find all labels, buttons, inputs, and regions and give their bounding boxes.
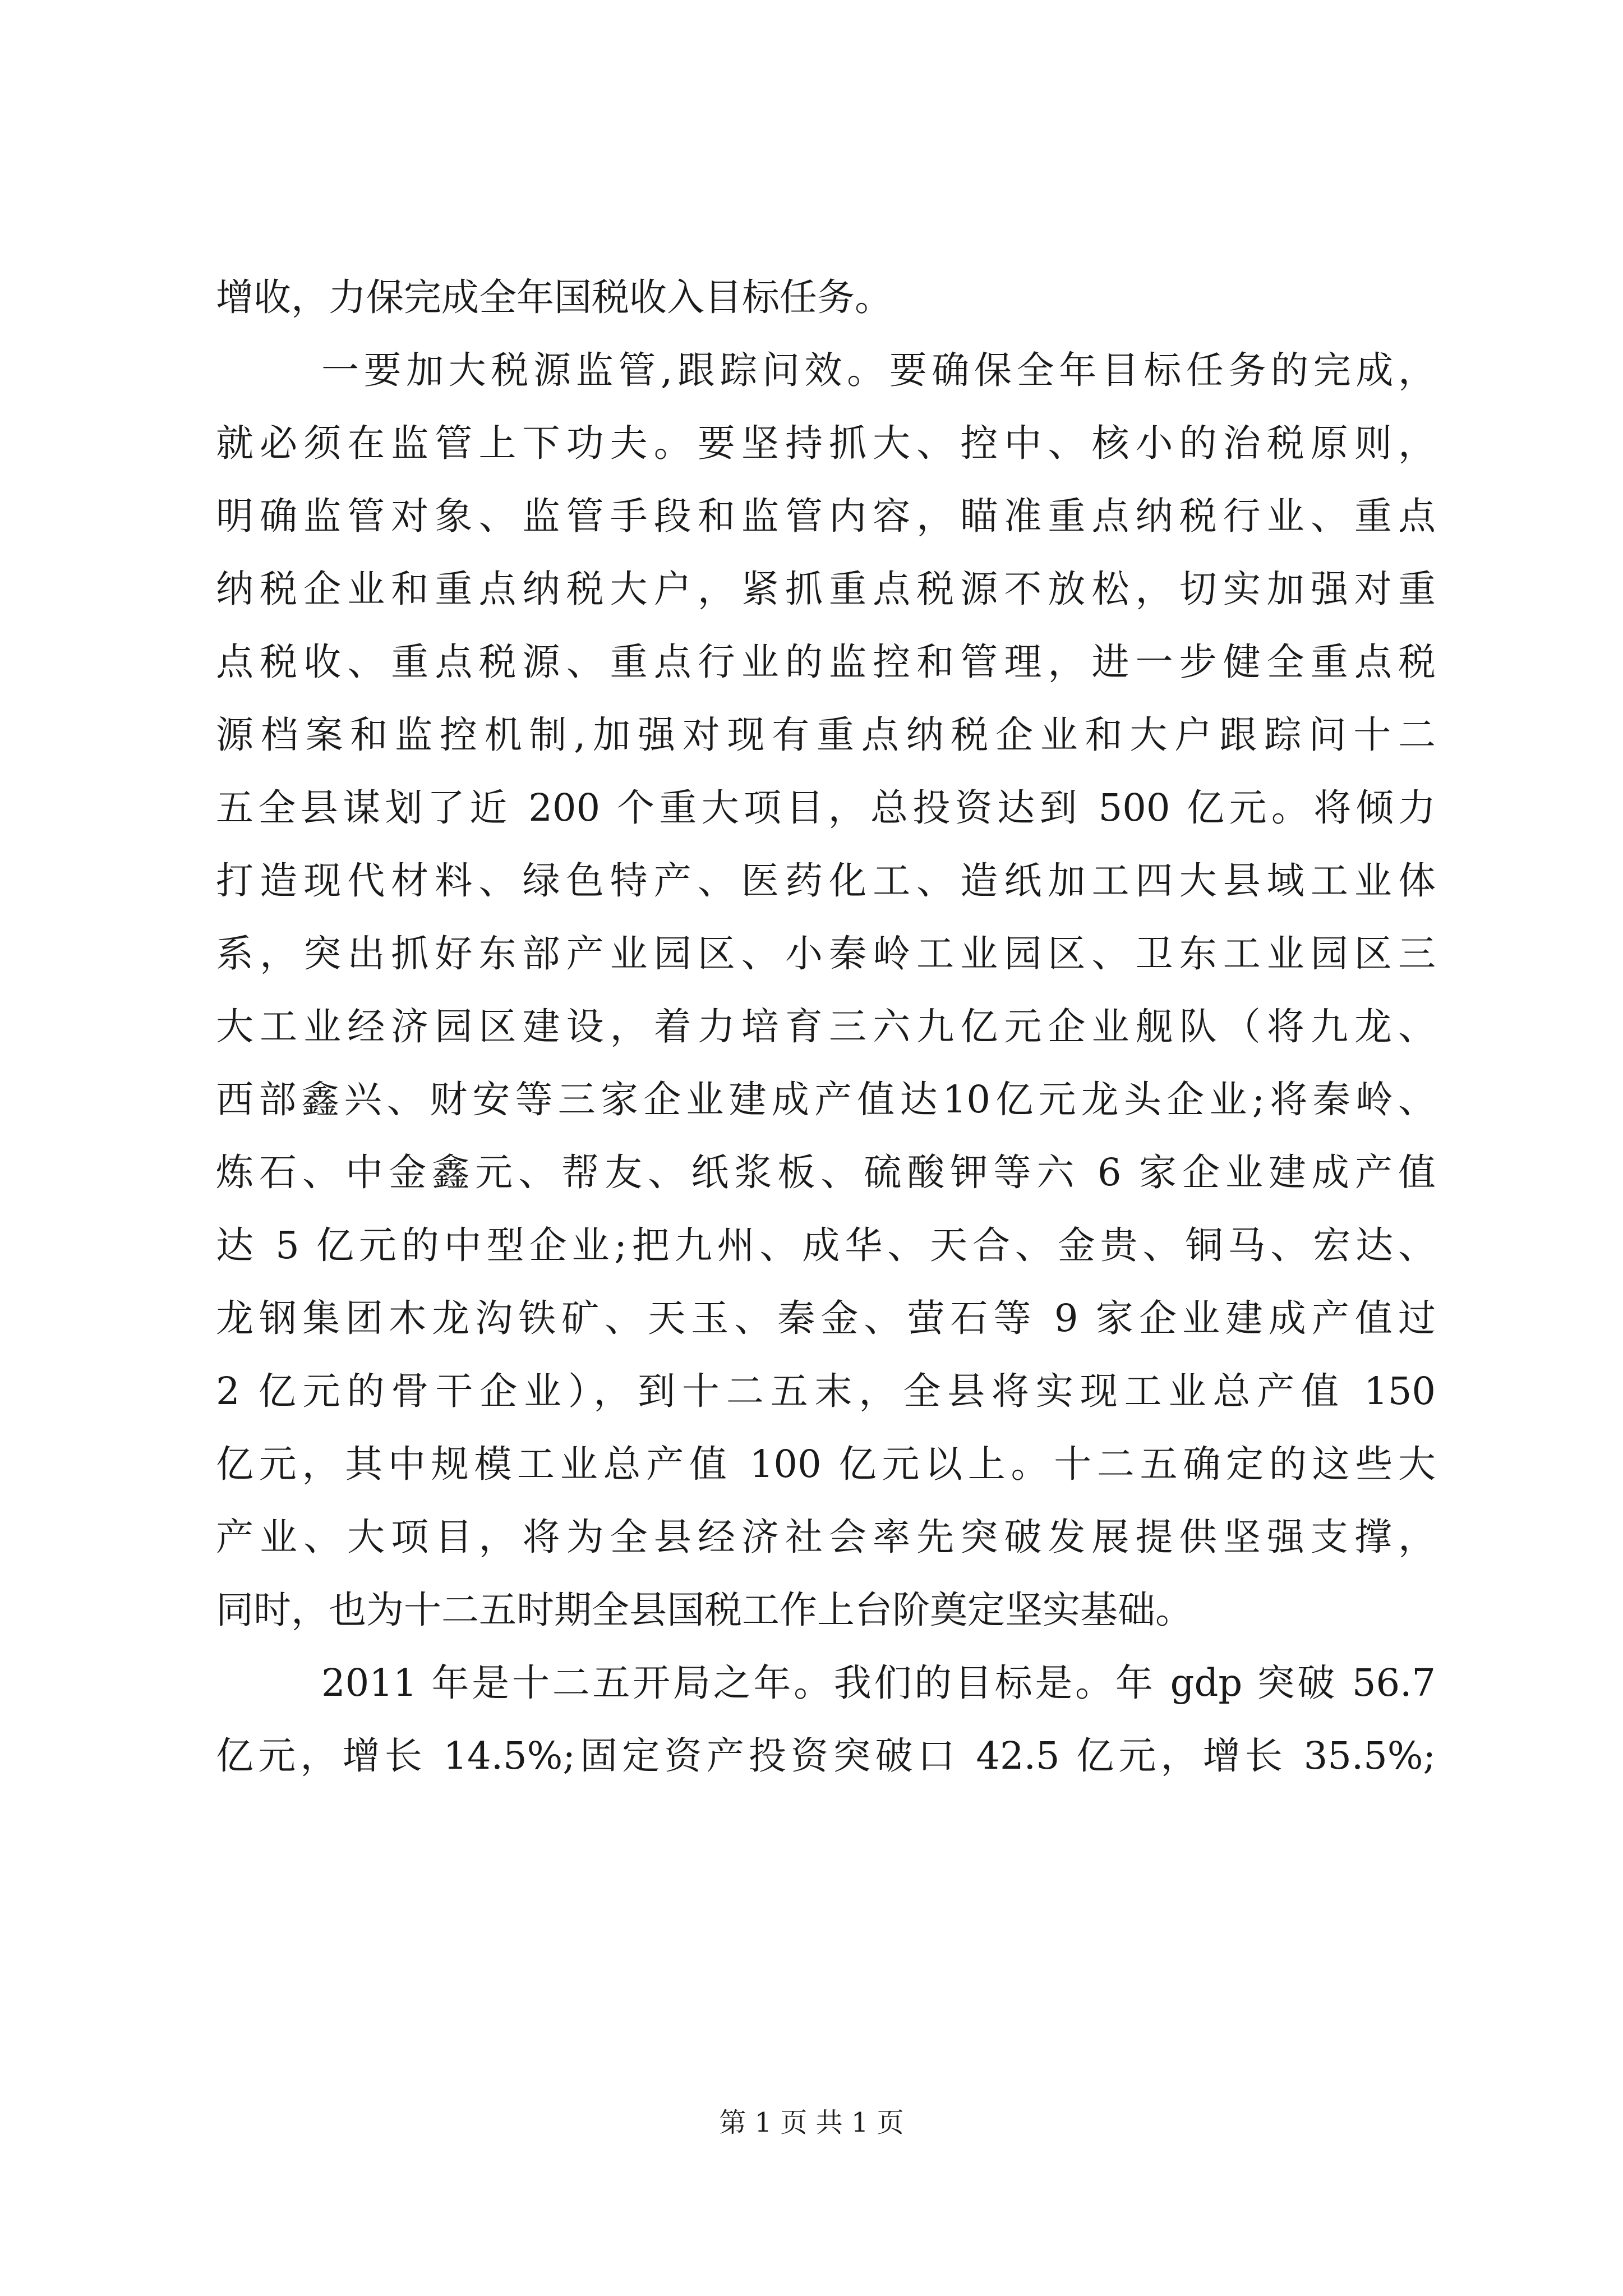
- text-line: 产业、大项目，将为全县经济社会率先突破发展提供坚强支撑，: [216, 1515, 1436, 1559]
- text-line: 打造现代材料、绿色特产、医药化工、造纸加工四大县域工业体: [216, 859, 1436, 903]
- text-line: 龙钢集团木龙沟铁矿、天玉、秦金、萤石等 9 家企业建成产值过: [216, 1296, 1436, 1340]
- text-line: 亿元，增长 14.5%;固定资产投资突破口 42.5 亿元，增长 35.5%;: [216, 1734, 1436, 1778]
- text-line: 明确监管对象、监管手段和监管内容，瞄准重点纳税行业、重点: [216, 494, 1436, 538]
- text-line: 达 5 亿元的中型企业;把九州、成华、天合、金贵、铜马、宏达、: [216, 1223, 1436, 1267]
- text-line: 2 亿元的骨干企业），到十二五末，全县将实现工业总产值 150: [216, 1369, 1436, 1413]
- text-line: 同时，也为十二五时期全县国税工作上台阶奠定坚实基础。: [216, 1588, 1193, 1632]
- page-footer: [0, 2101, 1623, 2139]
- text-line: 增收，力保完成全年国税收入目标任务。: [216, 275, 892, 319]
- document-body: [216, 261, 1436, 1792]
- text-line: 2011 年是十二五开局之年。我们的目标是。年 gdp 突破 56.7: [321, 1661, 1436, 1705]
- page-number-label: 第 1 页 共 1 页: [719, 2107, 904, 2138]
- text-line: 源档案和监控机制,加强对现有重点纳税企业和大户跟踪问十二: [216, 713, 1436, 757]
- text-line: 系，突出抓好东部产业园区、小秦岭工业园区、卫东工业园区三: [216, 932, 1436, 976]
- text-line: 就必须在监管上下功夫。要坚持抓大、控中、核小的治税原则，: [216, 421, 1436, 465]
- text-line: 一要加大税源监管,跟踪问效。要确保全年目标任务的完成，: [321, 348, 1436, 392]
- text-line: 炼石、中金鑫元、帮友、纸浆板、硫酸钾等六 6 家企业建成产值: [216, 1151, 1436, 1194]
- text-line: 大工业经济园区建设，着力培育三六九亿元企业舰队（将九龙、: [216, 1005, 1436, 1048]
- text-line: 亿元，其中规模工业总产值 100 亿元以上。十二五确定的这些大: [216, 1442, 1436, 1486]
- text-line: 纳税企业和重点纳税大户，紧抓重点税源不放松，切实加强对重: [216, 567, 1436, 611]
- text-line: 五全县谋划了近 200 个重大项目，总投资达到 500 亿元。将倾力: [216, 786, 1436, 830]
- text-line: 点税收、重点税源、重点行业的监控和管理，进一步健全重点税: [216, 640, 1436, 684]
- text-line: 西部鑫兴、财安等三家企业建成产值达10亿元龙头企业;将秦岭、: [216, 1078, 1436, 1121]
